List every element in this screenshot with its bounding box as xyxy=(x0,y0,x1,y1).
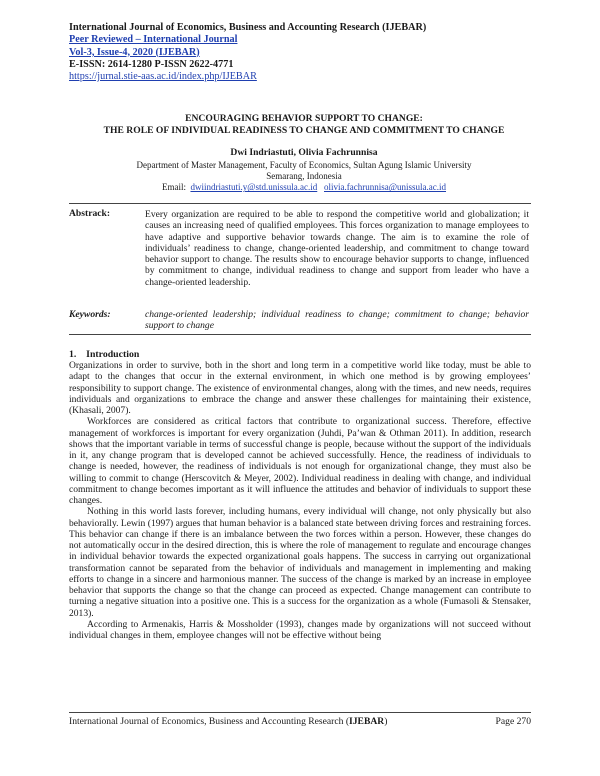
email-link-2[interactable]: olivia.fachrunnisa@unissula.ac.id xyxy=(324,182,447,193)
issn-line: E-ISSN: 2614-1280 P-ISSN 2622-4771 xyxy=(69,58,234,70)
footer-journal: International Journal of Economics, Business and Accounting Research (IJEBAR) xyxy=(69,716,388,727)
email-line xyxy=(69,182,539,193)
affiliation xyxy=(69,160,539,194)
page-footer xyxy=(69,716,531,727)
paragraph-4: According to Armenakis, Harris & Mossholder (1993), changes made by organizations will not succeed without individual changes in them, employee changes will not be effective without being xyxy=(69,618,531,641)
affiliation-dept: Department of Master Management, Faculty of Economics, Sultan Agung Islamic University xyxy=(136,160,472,170)
title-line-1: ENCOURAGING BEHAVIOR SUPPORT TO CHANGE: xyxy=(185,113,423,124)
paper-title xyxy=(69,113,539,137)
footer-divider xyxy=(69,712,531,713)
journal-header xyxy=(69,22,539,83)
section-heading-introduction: 1. Introduction xyxy=(69,349,140,360)
keywords-text: change-oriented leadership; individual readiness to change; commitment to change; behavior support to change xyxy=(145,309,529,332)
email-label: Email: xyxy=(161,182,186,193)
peer-reviewed-link[interactable]: Peer Reviewed – International Journal xyxy=(69,34,238,46)
title-line-2: THE ROLE OF INDIVIDUAL READINESS TO CHANGE AND COMMITMENT TO CHANGE xyxy=(103,125,505,136)
divider-bottom xyxy=(69,334,531,335)
keywords-label: Keywords: xyxy=(69,309,111,320)
affiliation-city: Semarang, Indonesia xyxy=(266,171,342,182)
authors: Dwi Indriastuti, Olivia Fachrunnisa xyxy=(230,147,378,158)
page-number: Page 270 xyxy=(495,716,531,727)
email-link-1[interactable]: dwiindriastuti.y@std.unissula.ac.id xyxy=(190,182,318,193)
paragraph-1: Organizations in order to survive, both in the short and long term in a competitive world like today, must be able to adapt to the changes that occur in the external environment, in which one method is by growing employees’ responsibility to support change. The existence of environmental changes, along with the times, and new needs, requires individuals and organizations to embrace the change and answer these challenges for maintaining their existence, (Khasali, 2007). xyxy=(69,360,531,416)
paragraph-3: Nothing in this world lasts forever, including humans, every individual will change, not only physically but also behaviorally. Lewin (1997) argues that human behavior is a balanced state between driving forces and restraining forces. This behavior can change if there is an imbalance between the two forces within a person. However, these changes do not automatically occur in the desired direction, this is where the role of management to regulate and encourage changes in individual behavior towards the expected organizational goals happens. The success in carrying out organizational transformation cannot be separated from the behavior of individuals and management in implementing and making efforts to change in a sincere and harmonious manner. The success of the change is marked by an increase in employee behavior that supports the change so that the change can proceed as expected. Change management can contribute to turning a negative situation into a positive one. This is a success for the organization as a whole (Fumasoli & Stensaker, 2013). xyxy=(69,506,531,619)
divider-top xyxy=(69,203,531,204)
paragraph-2: Workforces are considered as critical factors that contribute to organizational success. Therefore, effective management of workforces is important for every organization (Juhdi, Pa’wan & Othman 2011). In addition, research shows that the important variable in terms of successful change is people, because without the support of the individuals in it, any change program that is developed cannot be achieved successfully. Hence, the readiness of individuals to change is needed, however, the readiness of individuals is not enough for organizational change, they must also be willing to commit to change (Herscovitch & Meyer, 2002). Individual readiness in dealing with change, and individual commitment to change becomes important as it will influence the attitudes and behavior of individuals to support these changes. xyxy=(69,416,531,506)
body-text xyxy=(69,360,531,641)
volume-link[interactable]: Vol-3, Issue-4, 2020 (IJEBAR) xyxy=(69,46,200,58)
journal-url-link[interactable]: https://jurnal.stie-aas.ac.id/index.php/IJEBAR xyxy=(69,71,257,83)
journal-name: International Journal of Economics, Business and Accounting Research (IJEBAR) xyxy=(69,22,427,33)
abstract-text: Every organization are required to be able to respond the competitive world and globalization; it causes an increasing need of qualified employees. This forces organization to manage employees to have adaptive and supportive behavior towards change. The aim is to examine the role of individuals’ readiness to change, change-oriented leadership, and commitment to change toward behavior support to change. The results show to encourage behavior supports to change, influenced by commitment to change, individual readiness to change and support from leader who have a change-oriented leadership. xyxy=(145,209,529,288)
abstract-label: Abstrack: xyxy=(69,208,111,219)
